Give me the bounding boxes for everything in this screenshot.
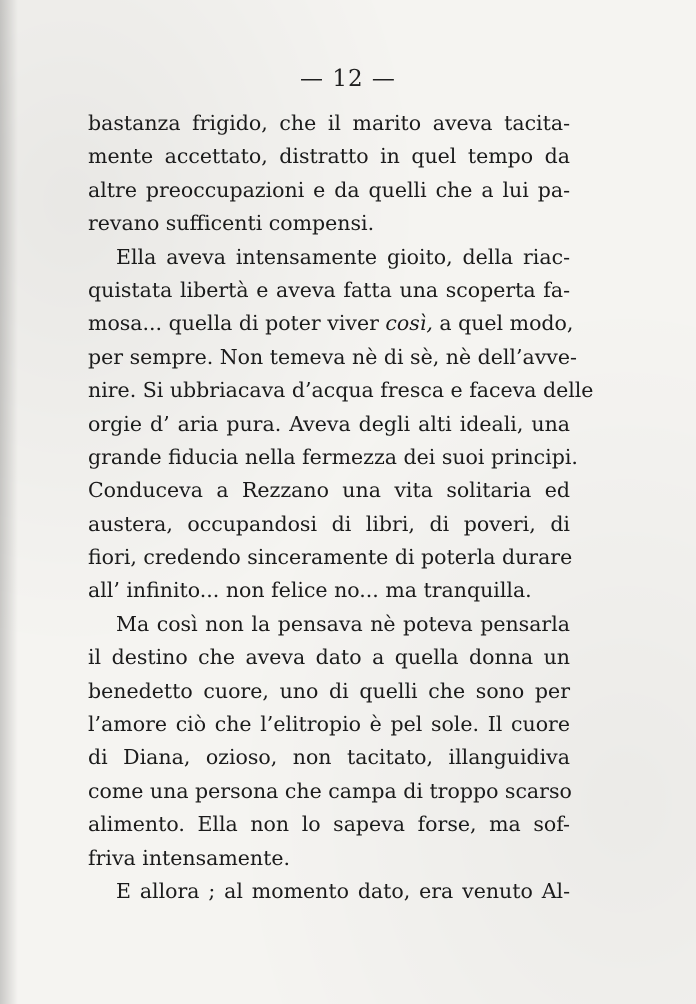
text-line: come una persona che campa di troppo scarso — [88, 778, 572, 803]
text-line: alimento. Ella non lo sapeva forse, ma sof- — [88, 812, 570, 837]
text-line: austera, occupandosi di libri, di poveri, di — [88, 511, 570, 536]
paragraph-start: Ella aveva intensamente gioito, della riac- — [116, 244, 570, 269]
text-line: friva intensamente. — [88, 845, 290, 870]
italic-word: così, — [385, 311, 433, 336]
text-line: benedetto cuore, uno di quelli che sono per — [88, 678, 570, 703]
text-line: orgie d’ aria pura. Aveva degli alti ideali, una — [88, 411, 570, 436]
text-line: per sempre. Non temeva nè di sè, nè dell’avve- — [88, 344, 577, 369]
text-line-with-italic — [88, 307, 574, 340]
text-line: altre preoccupazioni e da quelli che a lui pa- — [88, 177, 570, 202]
text-line: fiori, credendo sinceramente di poterla durare — [88, 545, 573, 570]
text-segment: a quel modo, — [432, 311, 574, 336]
paragraph-start: E allora ; al momento dato, era venuto Al- — [116, 878, 570, 903]
paragraph-start: Ma così non la pensava nè poteva pensarla — [116, 611, 570, 636]
text-line: l’amore ciò che l’elitropio è pel sole. Il cuore — [88, 712, 570, 737]
text-line: nire. Si ubbriacava d’acqua fresca e faceva delle — [88, 378, 594, 403]
page-number: — 12 — — [300, 66, 396, 92]
text-line: all’ infinito... non felice no... ma tranquilla. — [88, 578, 532, 603]
binding-shadow — [0, 0, 18, 1004]
text-segment: mosa... quella di poter viver — [88, 311, 386, 336]
text-line: bastanza frigido, che il marito aveva tacita- — [88, 111, 570, 135]
text-line: il destino che aveva dato a quella donna un — [88, 645, 570, 670]
text-line: quistata libertà e aveva fatta una scoperta fa- — [88, 277, 570, 302]
text-line: Conduceva a Rezzano una vita solitaria ed — [88, 478, 570, 503]
text-line: di Diana, ozioso, non tacitato, illanguidiva — [88, 745, 570, 770]
body-text — [88, 107, 594, 908]
text-line: grande fiducia nella fermezza dei suoi principi. — [88, 444, 578, 469]
text-line: mente accettato, distratto in quel tempo da — [88, 144, 570, 169]
text-line: revano sufficenti compensi. — [88, 211, 375, 236]
